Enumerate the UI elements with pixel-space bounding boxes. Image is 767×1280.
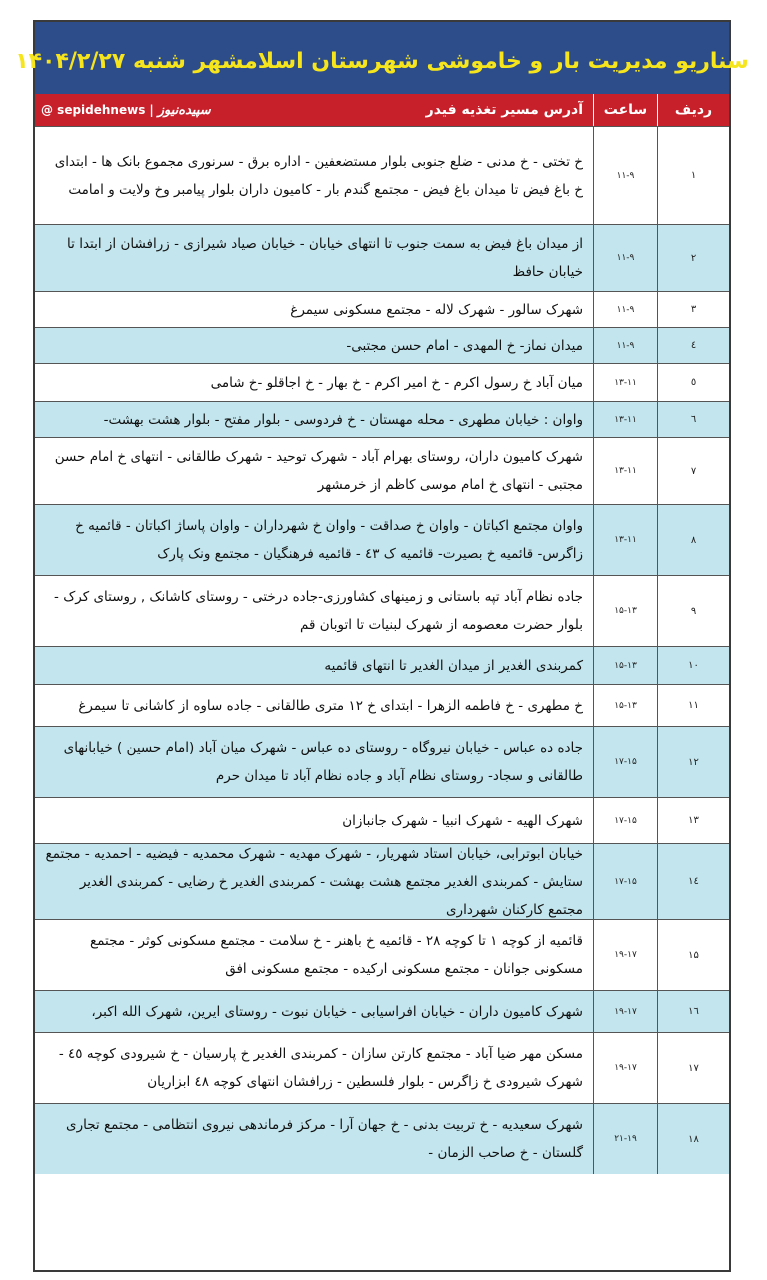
row-address: قائمیه از کوچه ۱ تا کوچه ۲۸ - قائمیه خ باهنر - خ سلامت - مجتمع مسکونی کوثر - مجتمع مسکونی جوانان - مجتمع مسکونی ارکیده - مجتمع مسکونی افق — [90, 933, 583, 977]
table-row — [35, 504, 729, 575]
row-number: ١٤ — [657, 844, 729, 919]
table-row — [35, 919, 729, 990]
row-time: ۱۵-۱۳ — [593, 576, 657, 646]
row-time: ۱۳-۱۱ — [593, 505, 657, 575]
table-header — [35, 94, 729, 126]
row-address: از میدان باغ فیض به سمت جنوب تا انتهای خیابان - خیابان صیاد شیرازی - زرافشان از ابتدا تا خیابان حافظ — [67, 236, 583, 280]
row-number: ٦ — [657, 402, 729, 437]
row-address: جاده نظام آباد تپه باستانی و زمینهای کشاورزی-جاده درختی - روستای کاشانک , روستای کرک - بلوار حضرت معصومه از شهرک لبنیات تا اتوبان قم — [54, 589, 583, 633]
row-address: میان آباد خ رسول اکرم - خ امیر اکرم - خ بهار - خ اجاقلو -خ شامی — [210, 374, 583, 391]
row-time: ۱۹-۱۷ — [593, 920, 657, 990]
table-row — [35, 575, 729, 646]
row-time: ۱۳-۱۱ — [593, 402, 657, 437]
row-address: خ تختی - خ مدنی - ضلع جنوبی بلوار مستضعفین - اداره برق - سرنوری مجموع بانک ها - ابتدای خ باغ فیض تا میدان باغ فیض - مجتمع گندم بار - کامیون داران بلوار پیامبر وخ ولایت و امامت — [54, 153, 583, 198]
brand-watermark — [41, 103, 211, 118]
row-address: شهرک سعیدیه - خ تربیت بدنی - خ جهان آرا - مرکز فرماندهی نیروی انتظامی - مجتمع تجاری گلستان - خ صاحب الزمان - — [66, 1117, 583, 1161]
table-row — [35, 291, 729, 327]
row-time: ۱۵-۱۳ — [593, 647, 657, 684]
row-time: ۱۹-۱۷ — [593, 991, 657, 1032]
row-time: ۱۱-۹ — [593, 292, 657, 327]
table-row — [35, 126, 729, 224]
table-row — [35, 990, 729, 1032]
brand-logo: سپیده‌نیوز — [157, 102, 211, 118]
table-row — [35, 1103, 729, 1174]
table-row — [35, 797, 729, 843]
row-time: ۱۳-۱۱ — [593, 364, 657, 401]
row-number: ۱۸ — [657, 1104, 729, 1174]
row-address: واوان مجتمع اکباتان - واوان خ صداقت - واوان خ شهرداران - واوان پاساژ اکباتان - قائمیه خ زاگرس- قائمیه خ بصیرت- قائمیه ک ٤۳ - قائمیه فرهنگیان - مجتمع ونک پارک — [75, 518, 583, 562]
row-number: ۱٦ — [657, 991, 729, 1032]
table-row — [35, 363, 729, 401]
table-row — [35, 224, 729, 291]
row-time: ۱۵-۱۳ — [593, 685, 657, 726]
row-number: ۱۵ — [657, 920, 729, 990]
row-time: ۱۳-۱۱ — [593, 438, 657, 504]
row-number: ۱۳ — [657, 798, 729, 843]
row-address: میدان نماز- خ المهدی - امام حسن مجتبی- — [346, 337, 583, 354]
row-time: ۱۱-۹ — [593, 225, 657, 291]
schedule-sheet — [15, 20, 749, 1272]
row-address: شهرک سالور - شهرک لاله - مجتمع مسکونی سیمرغ — [290, 301, 583, 318]
table-row — [35, 401, 729, 437]
header-address: آدرس مسیر تغذیه فیدر — [425, 102, 583, 118]
header-address-cell — [35, 94, 593, 126]
row-time: ۱۱-۹ — [593, 328, 657, 363]
row-address: مسکن مهر ضیا آباد - مجتمع کارتن سازان - کمربندی الغدیر خ پارسیان - خ شیرودی کوچه ٤٥ - شهرک شیرودی خ زاگرس - بلوار فلسطین - زرافشان انتهای کوچه ٤۸ ابزاریان — [58, 1046, 583, 1090]
header-time: ساعت — [593, 94, 657, 126]
row-time: ۱۷-۱۵ — [593, 844, 657, 919]
table-row — [35, 726, 729, 797]
page-title: سناریو مدیریت بار و خاموشی شهرستان اسلامشهر شنبه ۱۴۰۴/۲/۲۷ — [15, 48, 749, 74]
row-number: ۱۷ — [657, 1033, 729, 1103]
row-number: ۸ — [657, 505, 729, 575]
brand-handle: @ sepidehnews — [41, 103, 146, 117]
row-address: شهرک الهیه - شهرک انبیا - شهرک جانبازان — [342, 812, 583, 829]
brand-separator: | — [149, 103, 154, 117]
table-row — [35, 437, 729, 504]
row-address: شهرک کامیون داران - خیابان افراسیابی - خیابان نبوت - روستای ایرین، شهرک الله اکبر، — [91, 1003, 583, 1020]
row-time: ۱۷-۱۵ — [593, 798, 657, 843]
row-address: کمربندی الغدیر از میدان الغدیر تا انتهای قائمیه — [324, 657, 583, 674]
table-row — [35, 646, 729, 684]
row-address: واوان : خیابان مطهری - محله مهستان - خ فردوسی - بلوار مفتح - بلوار هشت بهشت- — [103, 411, 583, 428]
row-address: خ مطهری - خ فاطمه الزهرا - ابتدای خ ۱۲ متری طالقانی - جاده ساوه از کاشانی تا سیمرغ — [78, 697, 583, 714]
row-time: ۲۱-۱۹ — [593, 1104, 657, 1174]
row-address: جاده ده عباس - خیابان نیروگاه - روستای ده عباس - شهرک میان آباد (امام حسین ) خیابانهای طالقانی و سجاد- روستای نظام آباد و جاده نظام آباد تا میدان حرم — [63, 740, 583, 784]
table-body — [35, 126, 729, 1174]
row-number: ۱۲ — [657, 727, 729, 797]
table-row — [35, 1032, 729, 1103]
table-row — [35, 327, 729, 363]
row-number: ۷ — [657, 438, 729, 504]
row-number: ۳ — [657, 292, 729, 327]
row-time: ۱۹-۱۷ — [593, 1033, 657, 1103]
header-radif: ردیف — [657, 94, 729, 126]
row-address: خیابان ابوترابی، خیابان استاد شهریار، - شهرک مهدیه - شهرک محمدیه - فیضیه - احمدیه - مجتمع ستایش - کمربندی الغدیر مجتمع هشت بهشت - کمربندی الغدیر خ رضایی - کمربندی الغدیر مجتمع کارکنان شهرداری — [45, 845, 583, 918]
row-number: ٤ — [657, 328, 729, 363]
row-number: ٥ — [657, 364, 729, 401]
row-address: شهرک کامیون داران، روستای بهرام آباد - شهرک توحید - شهرک طالقانی - انتهای خ امام حسن مجتبی - انتهای خ امام موسی کاظم از خرمشهر — [54, 449, 583, 493]
table-row — [35, 684, 729, 726]
row-number: ۱۰ — [657, 647, 729, 684]
row-number: ۹ — [657, 576, 729, 646]
row-time: ۱۱-۹ — [593, 127, 657, 224]
row-number: ۱۱ — [657, 685, 729, 726]
row-number: ۲ — [657, 225, 729, 291]
title-bar — [15, 22, 749, 94]
row-number: ۱ — [657, 127, 729, 224]
row-time: ۱۷-۱۵ — [593, 727, 657, 797]
table-row — [35, 843, 729, 919]
